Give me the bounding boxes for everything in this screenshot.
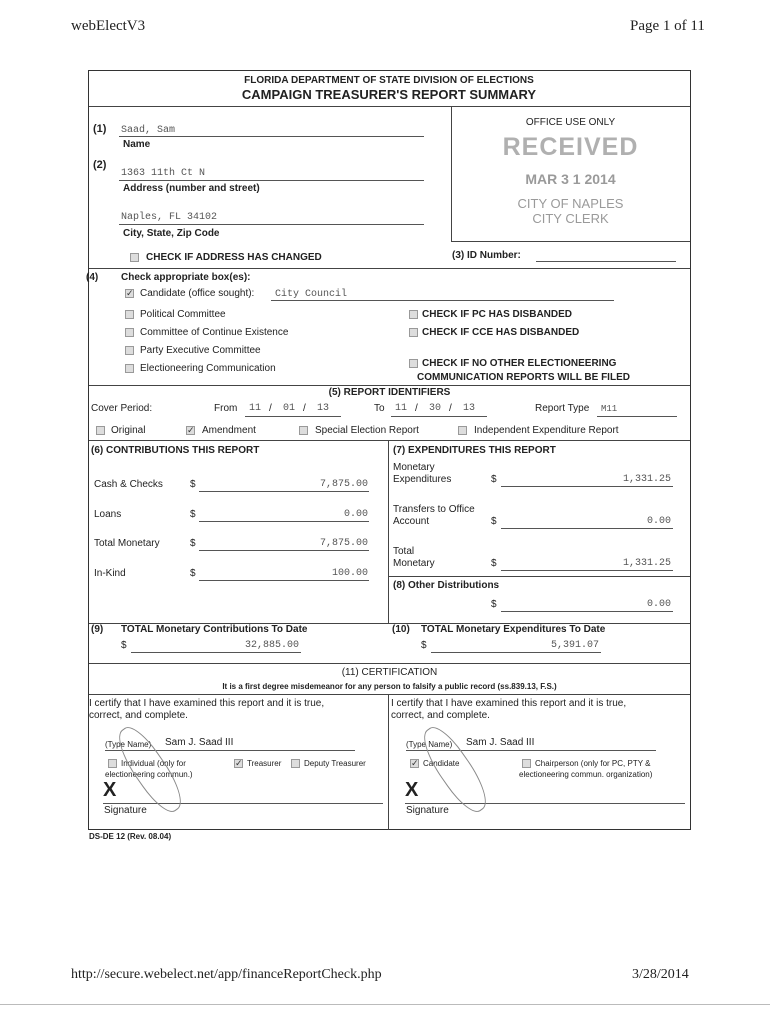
- type-name-left: (Type Name): [105, 740, 152, 749]
- dollar-sign: $: [190, 479, 196, 490]
- total-exp-label-1: Total: [393, 546, 415, 557]
- cce-disbanded-checkbox[interactable]: [409, 328, 418, 337]
- cover-period-label: Cover Period:: [91, 403, 153, 414]
- office-sought-value: City Council: [275, 289, 348, 300]
- monetary-exp-value: 1,331.25: [622, 474, 671, 485]
- transfers-label-1: Transfers to Office: [393, 504, 475, 515]
- section-2-number: (2): [93, 159, 107, 171]
- no-other-checkbox[interactable]: [409, 359, 418, 368]
- received-stamp: RECEIVED: [502, 133, 639, 161]
- cce-checkbox[interactable]: [125, 328, 134, 337]
- divider: [89, 268, 690, 269]
- section-9-number: (9): [91, 624, 104, 635]
- address-value: 1363 11th Ct N: [121, 168, 206, 179]
- dollar-sign: $: [121, 640, 127, 651]
- total-underline: [199, 550, 369, 551]
- left-x-mark: X: [103, 779, 117, 801]
- id-number-field[interactable]: [536, 261, 676, 262]
- total-contrib-underline: [131, 652, 301, 653]
- from-day: 01: [283, 403, 296, 414]
- total-monetary-value: 7,875.00: [319, 538, 368, 549]
- transfers-value: 0.00: [646, 516, 671, 527]
- report-identifiers-title: (5) REPORT IDENTIFIERS: [328, 387, 451, 398]
- certify-right-line-2: correct, and complete.: [391, 710, 490, 721]
- dollar-sign: $: [421, 640, 427, 651]
- right-x-mark: X: [405, 779, 419, 801]
- loans-underline: [199, 521, 369, 522]
- loans-value: 0.00: [343, 509, 368, 520]
- to-month: 11: [395, 403, 408, 414]
- dollar-sign: $: [190, 509, 196, 520]
- name-value: Saad, Sam: [121, 125, 176, 136]
- section-4-number: (4): [86, 272, 99, 283]
- individual-label-1: Individual (only for: [121, 759, 186, 768]
- section-1-number: (1): [93, 123, 107, 135]
- print-date: 3/28/2014: [632, 967, 689, 982]
- certification-title: (11) CERTIFICATION: [341, 667, 438, 678]
- browser-page-title: webElectV3: [71, 18, 146, 34]
- pc-disbanded-checkbox[interactable]: [409, 310, 418, 319]
- candidate-label: Candidate (office sought):: [140, 288, 255, 299]
- individual-label-2: electioneering commun.): [105, 770, 193, 779]
- address-changed-label: CHECK IF ADDRESS HAS CHANGED: [146, 252, 322, 263]
- from-month: 11: [249, 403, 262, 414]
- other-distributions-underline: [501, 611, 673, 612]
- report-type-label: Report Type: [535, 403, 590, 414]
- cce-label: Committee of Continue Existence: [140, 327, 289, 338]
- total-contrib-value: 32,885.00: [244, 640, 299, 651]
- original-checkbox[interactable]: [96, 426, 105, 435]
- divider: [89, 694, 690, 695]
- party-exec-label: Party Executive Committee: [140, 345, 261, 356]
- total-exp-value: 1,331.25: [622, 558, 671, 569]
- original-label: Original: [111, 425, 146, 436]
- no-other-label-2: COMMUNICATION REPORTS WILL BE FILED: [417, 372, 630, 383]
- no-other-label-1: CHECK IF NO OTHER ELECTIONEERING: [422, 358, 617, 369]
- cert-divider: [388, 694, 389, 830]
- page-url: http://secure.webelect.net/app/financeReportCheck.php: [71, 967, 382, 982]
- middle-divider: [388, 441, 389, 623]
- other-distributions-label: (8) Other Distributions: [393, 580, 500, 591]
- address-underline: [119, 180, 424, 181]
- report-type-underline: [597, 416, 677, 417]
- address-changed-checkbox[interactable]: [130, 253, 139, 262]
- monetary-exp-label-1: Monetary: [393, 462, 435, 473]
- total-monetary-label: Total Monetary: [94, 538, 160, 549]
- cash-checks-value: 7,875.00: [319, 479, 368, 490]
- total-exp-todate-label: TOTAL Monetary Expenditures To Date: [421, 624, 606, 635]
- type-name-right: (Type Name): [406, 740, 453, 749]
- dollar-sign: $: [190, 568, 196, 579]
- to-day: 30: [429, 403, 442, 414]
- deputy-treasurer-checkbox[interactable]: [291, 759, 300, 768]
- candidate-cert-checkbox[interactable]: ✓: [411, 758, 419, 768]
- total-exp-underline: [501, 570, 673, 571]
- monetary-exp-underline: [501, 486, 673, 487]
- cash-underline: [199, 491, 369, 492]
- right-signature-line: [405, 803, 685, 804]
- to-underline: [391, 416, 487, 417]
- name-label: Name: [123, 139, 151, 150]
- dollar-sign: $: [190, 538, 196, 549]
- certification-warning: It is a first degree misdemeanor for any person to falsify a public record (ss.839.13, F.S.): [222, 682, 557, 691]
- pc-disbanded-label: CHECK IF PC HAS DISBANDED: [422, 309, 573, 320]
- divider: [89, 663, 690, 664]
- transfers-label-2: Account: [393, 516, 430, 527]
- certify-left-line-2: correct, and complete.: [89, 710, 188, 721]
- certify-left-line-1: I certify that I have examined this report and it is true,: [89, 698, 325, 709]
- left-signature-line: [103, 803, 383, 804]
- deputy-treasurer-label: Deputy Treasurer: [304, 759, 366, 768]
- monetary-exp-label-2: Expenditures: [393, 474, 452, 485]
- other-distributions-value: 0.00: [646, 599, 671, 610]
- office-sought-underline: [271, 300, 614, 301]
- address-label: Address (number and street): [123, 183, 260, 194]
- transfers-underline: [501, 528, 673, 529]
- expenditures-title: (7) EXPENDITURES THIS REPORT: [393, 445, 556, 456]
- party-exec-checkbox[interactable]: [125, 346, 134, 355]
- treasurer-checkbox[interactable]: ✓: [235, 758, 243, 768]
- divider: [89, 385, 690, 386]
- total-exp-label-2: Monetary: [393, 558, 435, 569]
- dollar-sign: $: [491, 599, 497, 610]
- certify-right-line-1: I certify that I have examined this report and it is true,: [391, 698, 627, 709]
- cce-disbanded-label: CHECK IF CCE HAS DISBANDED: [422, 327, 580, 338]
- divider: [89, 106, 690, 107]
- from-underline: [245, 416, 341, 417]
- amendment-checkbox[interactable]: ✓: [187, 425, 195, 435]
- special-election-label: Special Election Report: [315, 425, 419, 436]
- id-number-label: (3) ID Number:: [452, 250, 521, 261]
- total-exp-todate-value: 5,391.07: [550, 640, 599, 651]
- chairperson-label-1: Chairperson (only for PC, PTY &: [535, 759, 651, 768]
- total-contrib-label: TOTAL Monetary Contributions To Date: [121, 624, 308, 635]
- independent-expenditure-checkbox[interactable]: [458, 426, 467, 435]
- political-committee-checkbox[interactable]: [125, 310, 134, 319]
- left-signer-name: Sam J. Saad III: [165, 737, 234, 748]
- special-election-checkbox[interactable]: [299, 426, 308, 435]
- name-underline: [119, 136, 424, 137]
- right-signature-label: Signature: [406, 805, 449, 816]
- independent-expenditure-label: Independent Expenditure Report: [474, 425, 619, 436]
- individual-checkbox[interactable]: [108, 759, 117, 768]
- stamp-city: CITY OF NAPLES: [517, 196, 624, 211]
- in-kind-underline: [199, 580, 369, 581]
- contributions-title: (6) CONTRIBUTIONS THIS REPORT: [91, 445, 260, 456]
- electioneering-label: Electioneering Communication: [140, 363, 276, 374]
- chairperson-label-2: electioneering commun. organization): [519, 770, 653, 779]
- check-boxes-label: Check appropriate box(es):: [121, 272, 251, 283]
- city-label: City, State, Zip Code: [123, 228, 220, 239]
- chairperson-checkbox[interactable]: [522, 759, 531, 768]
- section-10-number: (10): [392, 624, 410, 635]
- report-type-value: M11: [601, 404, 618, 414]
- stamp-date: MAR 3 1 2014: [525, 171, 616, 187]
- divider: [89, 440, 690, 441]
- city-underline: [119, 224, 424, 225]
- candidate-checkbox[interactable]: ✓: [126, 288, 134, 298]
- treasurer-report-form: FLORIDA DEPARTMENT OF STATE DIVISION OF ELECTIONS CAMPAIGN TREASURER'S REPORT SUMMARY (1) Saad, Sam Name (2) 1363 11th Ct N Address (number and street) Naples, FL 34102 City, State, Zip Code CHECK IF ADDRESS HAS CHANGED OFFICE USE ONLY RECEIVED MAR 3 1 2014 CITY OF NAPLES CITY CLERK (3) ID Number: (4) Check appropriate box(es): ✓ Candidate (office sought): City Council Political Committee Committee of Continue Existence Party Executive Committee Electioneering Communication CHECK IF PC HAS DISBANDED CHECK IF CCE HAS DISBANDED CHECK IF NO OTHER ELECTIONEERING COMMUNICATION REPORTS WILL BE FILED (5) REPORT IDENTIFIERS Cover Period: From 11 / 01 / 13 To 11 / 30 / 13 Report Type M11 Original ✓ Amendment Special Election Report Independent Expenditure Report (6) CONTRIBUTIONS THIS REPORT Cash & Checks $ 7,875.00 Loans $ 0.00 Total Monetary $ 7,875.00 In-Kind $ 100.00 (7) EXPENDITURES THIS REPORT Monetary Expenditures $ 1,331.25 Transfers to Office Account $ 0.00 Total Monetary $ 1,331.25 (8) Other Distributions $ 0.00 (9) TOTAL Monetary Contributions To Date $ 32,885.00 (10) TOTAL Monetary Expenditures To Date $ 5,391.07 (11) CERTIFICATION It is a first degree misdemeanor for any person to falsify a public record (ss.839.13, F.S.) I certify that I have examined this report and it is true, correct, and complete. (Type Name) Sam J. Saad III Individual (only for electioneering commun.) ✓ Treasurer Deputy Treasurer X Signature I certify that I have examined this report and it is true, correct, and complete. (Type Name) Sam J. Saad III ✓ Candidate Chairperson (only for PC, PTY & electioneering commun. organization) X Signature: [88, 70, 691, 830]
- loans-label: Loans: [94, 509, 122, 520]
- city-value: Naples, FL 34102: [121, 212, 218, 223]
- page-bottom-edge: [0, 1004, 770, 1005]
- form-title: CAMPAIGN TREASURER'S REPORT SUMMARY: [241, 87, 537, 102]
- office-box-bottom: [451, 241, 690, 242]
- from-year: 13: [317, 403, 330, 414]
- political-committee-label: Political Committee: [140, 309, 226, 320]
- form-number: DS-DE 12 (Rev. 08.04): [89, 832, 172, 841]
- divider: [388, 576, 690, 577]
- dollar-sign: $: [491, 474, 497, 485]
- treasurer-label: Treasurer: [247, 759, 282, 768]
- form-department: FLORIDA DEPARTMENT OF STATE DIVISION OF ELECTIONS: [244, 75, 534, 86]
- in-kind-value: 100.00: [331, 568, 368, 579]
- electioneering-checkbox[interactable]: [125, 364, 134, 373]
- office-use-label: OFFICE USE ONLY: [525, 117, 616, 128]
- right-signer-name: Sam J. Saad III: [466, 737, 535, 748]
- from-label: From: [214, 403, 238, 414]
- in-kind-label: In-Kind: [94, 568, 126, 579]
- to-label: To: [374, 403, 385, 414]
- total-exp-todate-underline: [431, 652, 601, 653]
- dollar-sign: $: [491, 558, 497, 569]
- candidate-cert-label: Candidate: [423, 759, 460, 768]
- left-signature-label: Signature: [104, 805, 147, 816]
- stamp-clerk: CITY CLERK: [532, 211, 609, 226]
- cash-checks-label: Cash & Checks: [94, 479, 163, 490]
- to-year: 13: [463, 403, 476, 414]
- page-number: Page 1 of 11: [630, 18, 705, 34]
- dollar-sign: $: [491, 516, 497, 527]
- amendment-label: Amendment: [202, 425, 256, 436]
